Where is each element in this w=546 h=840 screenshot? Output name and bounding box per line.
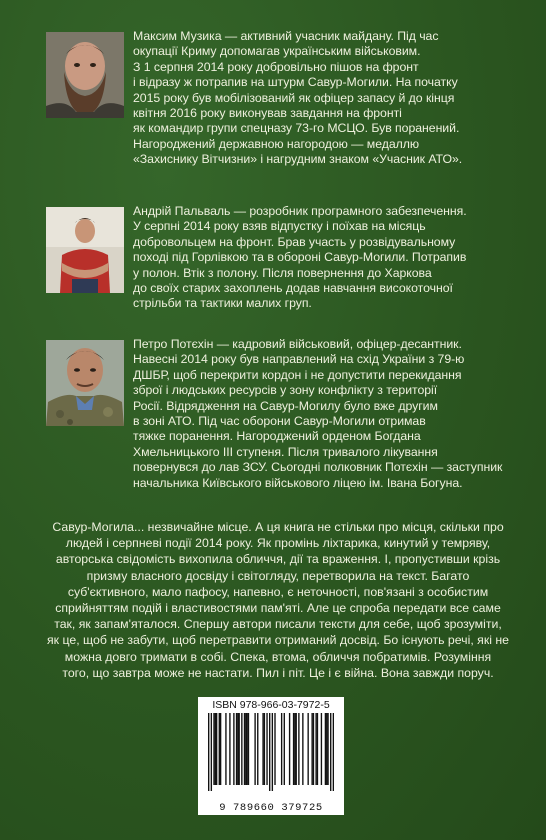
barcode-bar bbox=[327, 713, 328, 785]
barcode-bar bbox=[284, 713, 285, 785]
isbn-label: ISBN 978-966-03-7972-5 bbox=[212, 699, 330, 711]
author-photo-2 bbox=[46, 207, 124, 293]
bio-line: Андрій Пальваль — розробник програмного забезпечення. bbox=[133, 204, 467, 218]
barcode-bar bbox=[293, 713, 294, 785]
barcode-bar bbox=[236, 713, 237, 785]
barcode-bar bbox=[219, 713, 220, 785]
barcode-bar bbox=[302, 713, 303, 785]
bio-line: ДШБР, щоб перекрити кордон і не допустити перекидання bbox=[133, 367, 462, 382]
bio-line: добровольцем на фронт. Брав участь у розвідувальному bbox=[133, 234, 456, 249]
author-bio-2 bbox=[133, 204, 533, 312]
blurb-line: людей і серпневі події 2014 року. Як промінь ліхтарика, кинутий у темряву, bbox=[65, 536, 491, 551]
barcode-bar bbox=[246, 713, 247, 785]
bio-line: начальника Київського військового ліцею ім. Івана Богуна. bbox=[133, 475, 463, 490]
bio-line: як командир групи спецназу 73-го МСЦО. Був поранений. bbox=[133, 121, 460, 136]
author-bio-1 bbox=[133, 29, 533, 168]
bio-line: зброї і людських ресурсів у зону конфлікту з території bbox=[133, 383, 438, 398]
barcode-bar bbox=[321, 713, 322, 785]
barcode-bar bbox=[266, 713, 267, 785]
bio-line: квітня 2016 року виконував завдання на фронті bbox=[133, 106, 402, 121]
bio-line: до своїх старих захоплень додав навчання високоточної bbox=[133, 281, 453, 296]
author-photo-1 bbox=[46, 32, 124, 118]
bearded-man-portrait-icon bbox=[46, 32, 124, 118]
bio-line: Росії. Відрядження на Савур-Могилу було вже другим bbox=[133, 398, 438, 413]
isbn-barcode-box bbox=[198, 697, 344, 815]
bio-line: Навесні 2014 року був направлений на схід України з 79-ю bbox=[133, 352, 465, 367]
barcode-bar bbox=[296, 713, 297, 785]
barcode-bar bbox=[298, 713, 299, 785]
bio-line: У серпні 2014 року взяв відпустку і поїхав на місяць bbox=[133, 219, 426, 234]
barcode-bar bbox=[215, 713, 216, 785]
barcode-bar bbox=[269, 713, 270, 791]
bio-line: Петро Потєхін — кадровий військовий, офіцер-десантник. bbox=[133, 337, 462, 351]
blurb-line: можна довго тримати в собі. Спека, втома, обличчя побратимів. Розуміння bbox=[64, 649, 492, 664]
barcode-bar bbox=[313, 713, 314, 785]
barcode-bar bbox=[262, 713, 263, 785]
barcode-bar bbox=[248, 713, 249, 785]
blurb-line: суб'єктивного, мало пафосу, напевно, є неточності, пов'язані з особистим bbox=[67, 584, 489, 599]
bio-line: в зоні АТО. Під час оборони Савур-Могили отримав bbox=[133, 414, 426, 429]
barcode-bar bbox=[208, 713, 209, 791]
bio-line: повернувся до лав ЗСУ. Сьогодні полковник Потєхін — заступник bbox=[133, 460, 503, 475]
barcode-bar bbox=[317, 713, 318, 785]
barcode-bar bbox=[213, 713, 214, 785]
barcode-bar bbox=[245, 713, 246, 785]
bio-line: 2015 року був мобілізований як офіцер запасу й до кінця bbox=[133, 90, 455, 105]
barcode-bar bbox=[330, 713, 331, 791]
bio-line: у полон. Втік з полону. Після повернення до Харкова bbox=[133, 265, 432, 280]
barcode-bar bbox=[239, 713, 240, 785]
bio-line: тяжке поранення. Нагороджений орденом Богдана bbox=[133, 429, 421, 444]
bio-line: «Захиснику Вітчизни» і нагрудним знаком «Учасник АТО». bbox=[133, 152, 463, 167]
barcode-bar bbox=[289, 713, 290, 785]
blurb-line: так, як запам'яталося. Спершу автори писали тексти для себе, щоб зрозуміти, bbox=[54, 617, 502, 632]
barcode-bar bbox=[254, 713, 255, 785]
bio-line: З 1 серпня 2014 року добровільно пішов на фронт bbox=[133, 59, 419, 74]
barcode-digits: 9 789660 379725 bbox=[219, 802, 323, 814]
barcode-bar bbox=[220, 713, 221, 785]
book-blurb bbox=[38, 519, 518, 681]
barcode-bar bbox=[229, 713, 230, 785]
barcode-bar bbox=[211, 713, 212, 791]
bio-line: Хмельницького III ступеня. Після тривалого лікування bbox=[133, 444, 438, 459]
bio-line: Максим Музика — активний учасник майдану. Під час bbox=[133, 29, 439, 43]
blurb-line: як це, щоб не забути, щоб перетравити отриманий досвід. Бо існують речі, які не bbox=[47, 633, 509, 648]
barcode-bar bbox=[264, 713, 265, 785]
barcode-bar bbox=[325, 713, 326, 785]
blurb-line: призму власного досвіду і світогляду, перетворила на текст. Багато bbox=[86, 568, 470, 583]
bio-line: і відразу ж потрапив на штурм Савур-Могили. На початку bbox=[133, 75, 458, 90]
officer-in-uniform-icon bbox=[46, 340, 124, 426]
man-in-red-shirt-icon bbox=[46, 207, 124, 293]
barcode-bar bbox=[311, 713, 312, 785]
author-photo-3 bbox=[46, 340, 124, 426]
barcode-bar bbox=[225, 713, 226, 785]
bio-line: Нагороджений державною нагородою — медаллю bbox=[133, 136, 420, 151]
barcode-bar bbox=[216, 713, 217, 785]
blurb-line: авторська свідомість вихопила обличчя, дії та враження. І, пропустивши крізь bbox=[55, 552, 501, 567]
barcode-bar bbox=[326, 713, 327, 785]
bio-line: окупації Криму допомагав українським військовим. bbox=[133, 44, 421, 59]
blurb-line: сприйняттям подій і властивостями пам'яті. Але це спроба передати все саме bbox=[55, 601, 501, 616]
barcode-bar bbox=[315, 713, 316, 785]
author-bio-3 bbox=[133, 337, 533, 491]
bio-line: стрільби та тактики малих груп. bbox=[133, 296, 312, 311]
barcode-bar bbox=[244, 713, 245, 785]
barcode-bar bbox=[257, 713, 258, 785]
barcode-bar bbox=[307, 713, 308, 785]
barcode-bar bbox=[274, 713, 275, 785]
blurb-line: того, що завтра може не настати. Пил і піт. Це і є війна. Вона завжди поруч. bbox=[62, 665, 494, 680]
barcode-icon bbox=[208, 713, 334, 799]
barcode-bar bbox=[241, 713, 242, 785]
barcode-bar bbox=[237, 713, 238, 785]
blurb-line: Савур-Могила... незвичайне місце. А ця книга не стільки про місця, скільки про bbox=[52, 520, 504, 534]
barcode-bar bbox=[281, 713, 282, 785]
bio-line: поході під Горлівкою та в обороні Савур-Могили. Потрапив bbox=[133, 250, 467, 265]
barcode-bar bbox=[333, 713, 334, 791]
barcode-bar bbox=[233, 713, 234, 785]
barcode-bar bbox=[272, 713, 273, 791]
barcode-bar bbox=[294, 713, 295, 785]
